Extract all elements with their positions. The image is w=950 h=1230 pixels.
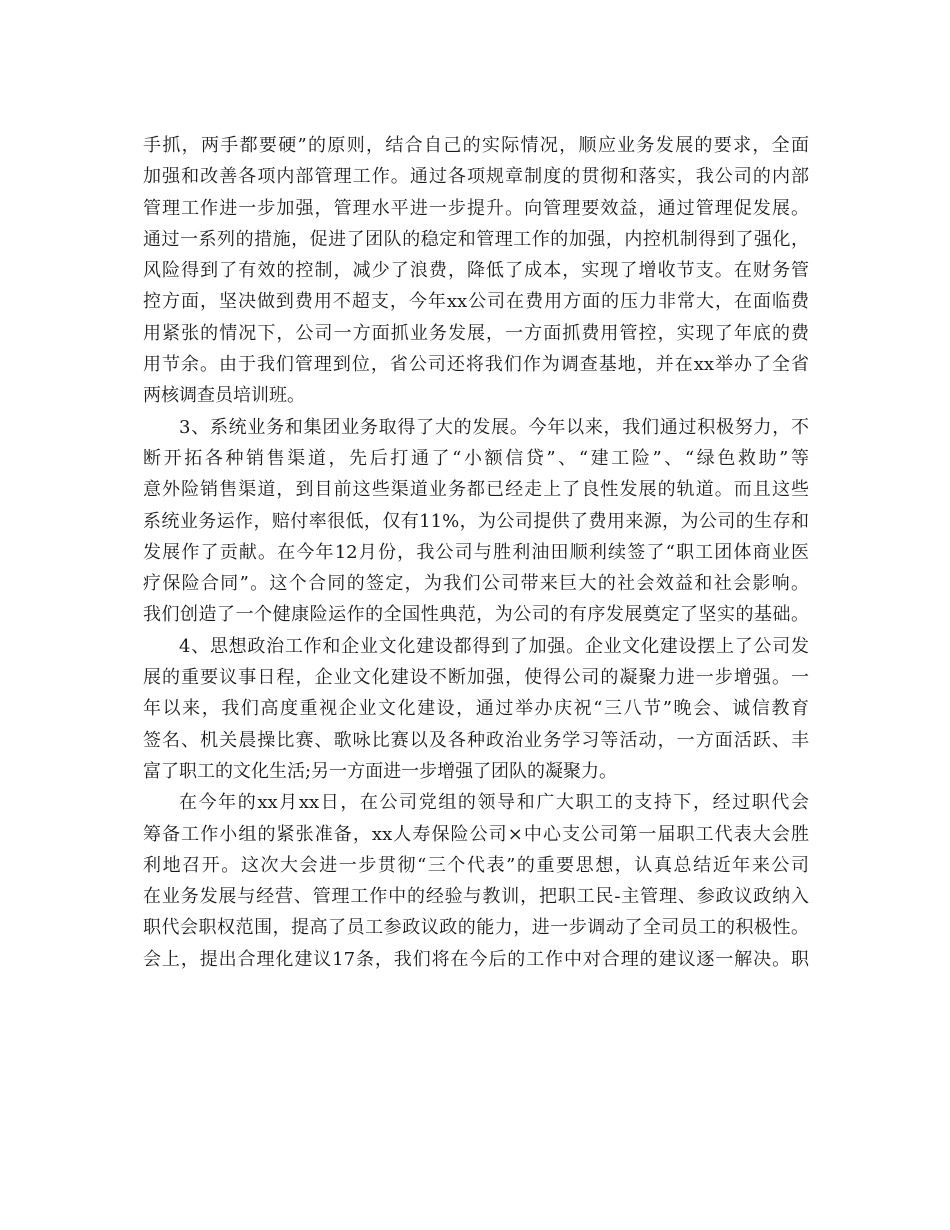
text-line: 用节余。由于我们管理到位，省公司还将我们作为调查基地，并在xx举办了全省 <box>143 354 809 376</box>
text-line: 发展作了贡献。在今年12月份，我公司与胜利油田顺利续签了“职工团体商业医 <box>143 541 809 563</box>
text-line: 利地召开。这次大会进一步贯彻“三个代表”的重要思想，认真总结近年来公司 <box>143 854 809 876</box>
text-line: 系统业务运作，赔付率很低，仅有11%，为公司提供了费用来源，为公司的生存和 <box>143 510 809 532</box>
text-line: 在今年的xx月xx日，在公司党组的领导和广大职工的支持下，经过职代会 <box>179 792 809 814</box>
text-line: 职代会职权范围，提高了员工参政议政的能力，进一步调动了全司员工的积极性。 <box>143 917 809 939</box>
text-line: 管理工作进一步加强，管理水平进一步提升。向管理要效益，通过管理促发展。 <box>143 197 809 219</box>
paragraph-4 <box>143 787 809 975</box>
text-line: 4、思想政治工作和企业文化建设都得到了加强。企业文化建设摆上了公司发 <box>179 635 809 657</box>
text-line: 两核调查员培训班。 <box>143 385 305 407</box>
paragraph-3 <box>143 631 809 787</box>
text-line: 富了职工的文化生活;另一方面进一步增强了团队的凝聚力。 <box>143 760 618 782</box>
text-line: 断开拓各种销售渠道，先后打通了“小额信贷”、“建工险”、“绿色救助”等 <box>143 447 809 469</box>
paragraph-1 <box>143 130 809 412</box>
text-line: 意外险销售渠道，到目前这些渠道业务都已经走上了良性发展的轨道。而且这些 <box>143 479 809 501</box>
text-line: 在业务发展与经营、管理工作中的经验与教训，把职工民-主管理、参政议政纳入 <box>143 886 809 908</box>
text-line: 展的重要议事日程，企业文化建设不断加强，使得公司的凝聚力进一步增强。一 <box>143 667 809 689</box>
text-line: 疗保险合同”。这个合同的签定，为我们公司带来巨大的社会效益和社会影响。 <box>143 573 809 595</box>
text-line: 手抓，两手都要硬”的原则，结合自己的实际情况，顺应业务发展的要求，全面 <box>143 135 809 156</box>
text-line: 签名、机关晨操比赛、歌咏比赛以及各种政治业务学习等活动，一方面活跃、丰 <box>143 729 809 751</box>
paragraph-2 <box>143 412 809 631</box>
text-line: 风险得到了有效的控制，减少了浪费，降低了成本，实现了增收节支。在财务管 <box>143 260 809 282</box>
text-line: 控方面，坚决做到费用不超支，今年xx公司在费用方面的压力非常大，在面临费 <box>143 291 809 313</box>
text-line: 我们创造了一个健康险运作的全国性典范，为公司的有序发展奠定了坚实的基础。 <box>143 604 809 626</box>
text-line: 用紧张的情况下，公司一方面抓业务发展，一方面抓费用管控，实现了年底的费 <box>143 322 809 344</box>
text-line: 加强和改善各项内部管理工作。通过各项规章制度的贯彻和落实，我公司的内部 <box>143 166 809 188</box>
document-body <box>143 130 809 975</box>
text-line: 年以来，我们高度重视企业文化建设，通过举办庆祝“三八节”晚会、诚信教育 <box>143 698 809 720</box>
text-line: 3、系统业务和集团业务取得了大的发展。今年以来，我们通过积极努力，不 <box>179 416 809 438</box>
text-line: 会上，提出合理化建议17条，我们将在今后的工作中对合理的建议逐一解决。职 <box>143 948 809 970</box>
text-line: 筹备工作小组的紧张准备，xx人寿保险公司×中心支公司第一届职工代表大会胜 <box>143 823 809 845</box>
text-line: 通过一系列的措施，促进了团队的稳定和管理工作的加强，内控机制得到了强化， <box>143 228 809 250</box>
